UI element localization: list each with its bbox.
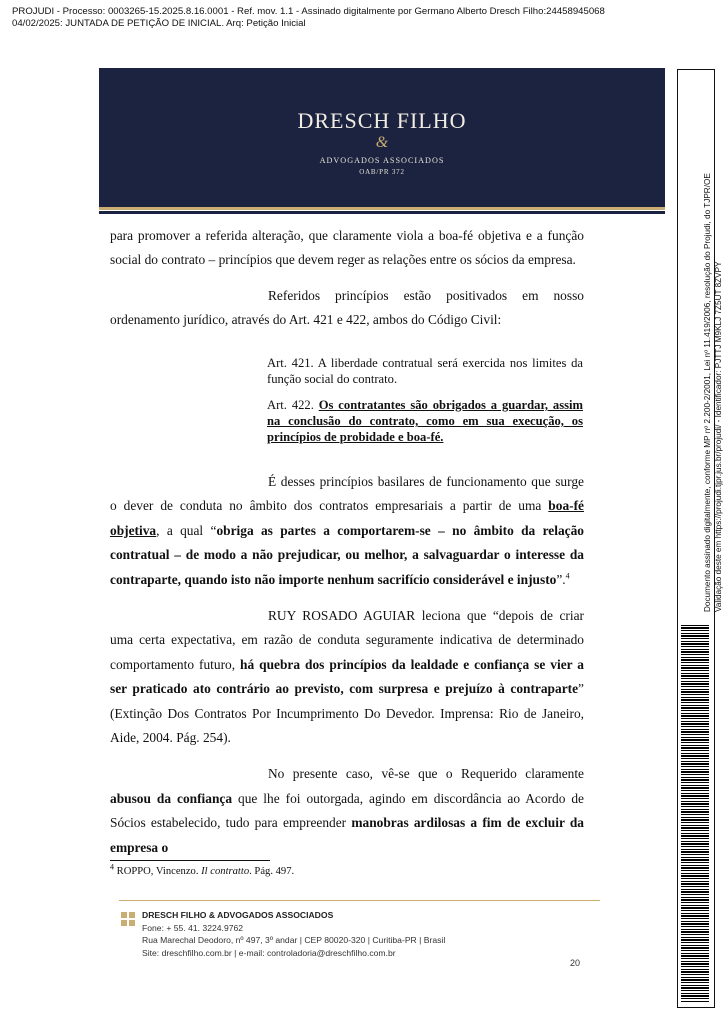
paragraph-3 [110,470,584,592]
paragraph-3-c: , a qual “ [156,522,217,538]
paragraph-3-a: É desses princípios basilares de funcionamento que surge o dever de conduta no âmbito dos contratos empresariais a partir de uma [110,474,584,514]
banner-divider [99,207,665,215]
paragraph-1: para promover a referida alteração, que claramente viola a boa-fé objetiva e a função social do contrato – princípios que devem reger as relações entre os sócios da empresa. [110,228,584,268]
paragraph-5-c: que lhe foi outorgada, agindo em discordância ao Acordo de Sócios estabelecido, tudo para empreender [110,790,584,831]
footnote-number: 4 [110,862,114,872]
paragraph-5 [110,762,584,860]
footnote-divider [110,860,270,861]
footer-site: Site: dreschfilho.com.br | e-mail: controladoria@dreschfilho.com.br [142,947,396,958]
quote-art-421: Art. 421. A liberdade contratual será exercida nos limites da função social do contrato. [267,356,583,386]
quote-art-422 [267,397,583,445]
footnote-text-a: ROPPO, Vincenzo. [114,866,202,877]
paragraph-4-c: ” (Extinção Dos Contratos Por Incumprimento Do Devedor. Imprensa: Rio de Janeiro, Aide, 2004. Pág. 254). [110,681,584,746]
projudi-header-line1: PROJUDI - Processo: 0003265-15.2025.8.16.0001 - Ref. mov. 1.1 - Assinado digitalmente por Germano Alberto Dresch Filho:24458945068 [12,6,605,17]
paragraph-2: Referidos princípios estão positivados em nosso ordenamento jurídico, através do Art. 421 e 422, ambos do Código Civil: [110,287,584,328]
barcode [681,625,709,1003]
footnote-title: Il contratto [201,866,250,877]
footer-firm: DRESCH FILHO & ADVOGADOS ASSOCIADOS [142,910,334,920]
footer-address: Rua Marechal Deodoro, nº 497, 3º andar | CEP 80020-320 | Curitiba-PR | Brasil [142,935,446,945]
footer-divider [119,900,600,901]
paragraph-4-a: RUY ROSADO AGUIAR leciona que “depois de criar uma certa expectativa, em razão de conduta seguramente indicativa de determinado comportamento futuro, [110,608,584,672]
paragraph-3-boa-fe: boa-fé objetiva [110,498,584,538]
footnote-text-b: . Pág. 497. [249,866,295,877]
stamp-line1: Documento assinado digitalmente, conforme MP nº 2.200-2/2001, Lei nº 11.419/2006, resolução do Projudi, do TJPR/OE [703,173,712,612]
stamp-line2: Validação deste em https://projudi.tjpr.jus.br/projudi/ - Identificador: PJTTJ M9KLJ 7Z5UT 8ZVPY [713,261,723,612]
logo-subtitle: ADVOGADOS ASSOCIADOS [319,156,445,165]
document-body [110,224,584,333]
paragraph-5-bold-1: abusou da confiança [110,790,233,806]
projudi-header-line2: 04/02/2025: JUNTADA DE PETIÇÃO DE INICIAL. Arq: Petição Inicial [12,18,306,29]
logo-oab: OAB/PR 372 [359,168,405,176]
footer-logo-icon [121,912,137,926]
footnote-ref-4: 4 [565,571,570,581]
paragraph-3-quote: obriga as partes a comportarem-se – no âmbito da relação contratual – de modo a não prejudicar, ou melhor, a salvaguardar o interesse da contraparte, quando isto não importe nenhum sacrifício considerável e injusto [110,522,584,587]
paragraph-4-bold: há quebra dos princípios da lealdade e confiança se vier a ser praticado ato contrário ao previsto, com surpresa e prejuízo à contraparte [110,656,584,697]
logo-title: DRESCH FILHO [297,108,467,133]
paragraph-4 [110,604,584,750]
quote-art-422-prefix: Art. 422. [267,398,319,412]
logo-ampersand: & [375,134,389,151]
letterhead-banner [99,68,665,210]
projudi-header [12,6,652,30]
paragraph-5-a: No presente caso, vê-se que o Requerido claramente [268,766,584,782]
signature-stamp-text [703,173,724,612]
paragraph-3-e: ”. [556,571,566,587]
footer-phone: Fone: + 55. 41. 3224.9762 [142,922,244,933]
footer [142,909,445,959]
quote-art-422-bold: Os contratantes são obrigados a guardar, assim na conclusão do contrato, como em sua execução, os princípios de probidade e boa-fé. [267,398,583,444]
paragraph-5-bold-2: manobras ardilosas a fim de excluir da empresa o [110,815,585,855]
document-body-2 [110,470,584,860]
footnote [110,862,295,877]
page-number: 20 [570,958,581,968]
